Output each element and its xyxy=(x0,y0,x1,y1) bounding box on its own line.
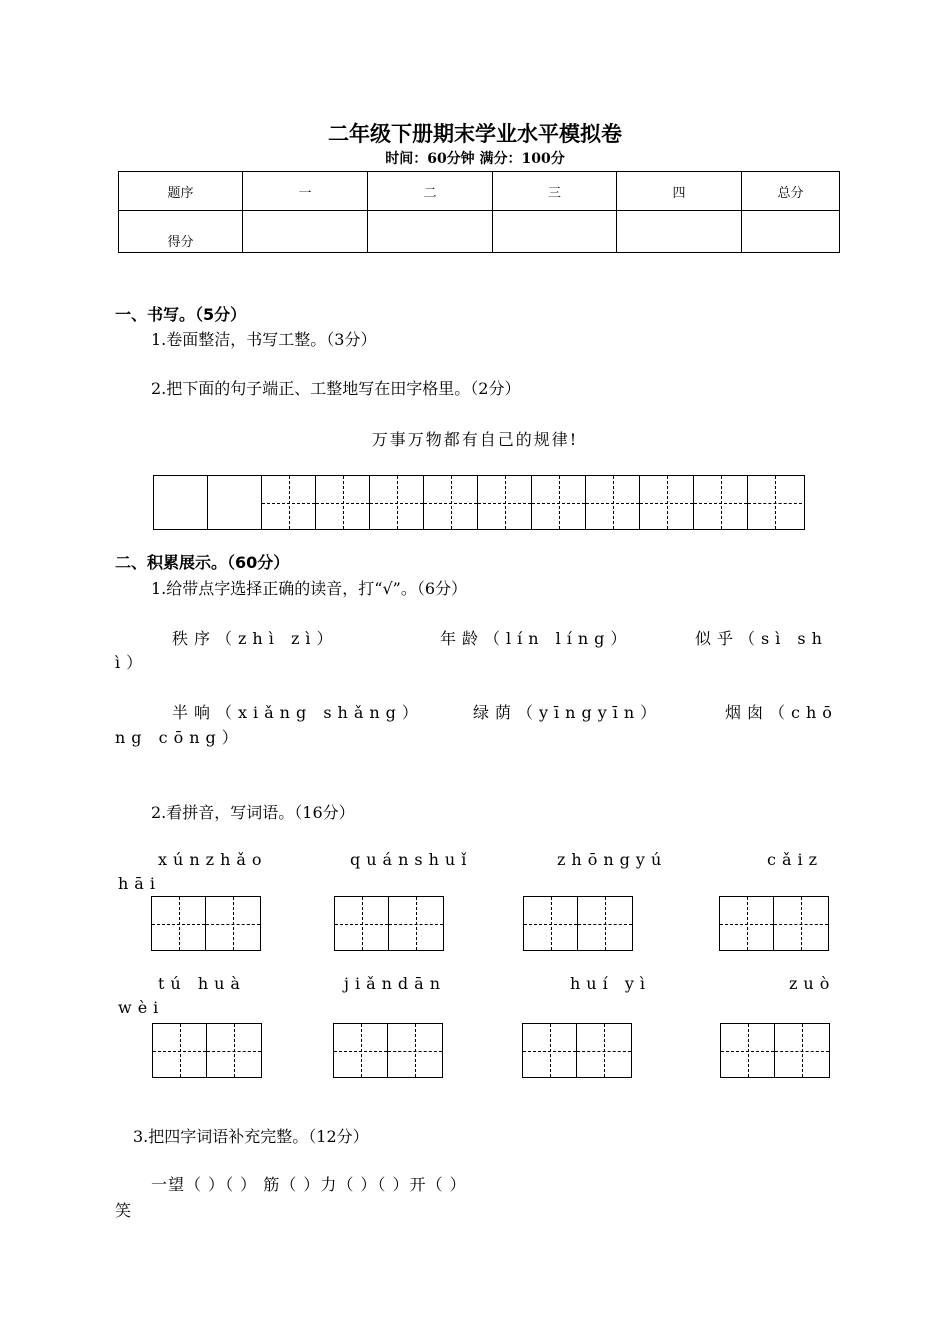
table-cell: 四 xyxy=(617,172,742,211)
score-table-score-row xyxy=(119,211,840,253)
question-text: 2.把下面的句子端正、工整地写在田字格里。（2分） xyxy=(151,379,521,398)
section-heading: 二、积累展示。（60分） xyxy=(115,553,290,572)
grid-cell[interactable] xyxy=(206,897,260,950)
pronunciation-item: 烟囱（chō xyxy=(725,703,838,722)
grid-cell[interactable] xyxy=(334,1024,388,1077)
grid-cell[interactable] xyxy=(153,1024,207,1077)
pronunciation-item: 绿荫（yīngyīn） xyxy=(473,703,663,722)
grid-cell[interactable] xyxy=(152,897,206,950)
score-input-cell[interactable] xyxy=(617,211,742,253)
grid-cell[interactable] xyxy=(478,476,532,529)
table-cell: 得分 xyxy=(119,211,243,253)
grid-cell[interactable] xyxy=(262,476,316,529)
score-input-cell[interactable] xyxy=(742,211,840,253)
table-cell: 总分 xyxy=(742,172,840,211)
grid-cell[interactable] xyxy=(774,897,828,950)
pinyin-label: jiǎndān xyxy=(344,974,447,993)
score-table xyxy=(118,171,840,253)
pronunciation-item: 似乎（sì sh xyxy=(695,629,828,648)
pinyin-label: cǎiz xyxy=(767,850,824,869)
idiom-fill-line[interactable]: 一望（ ）（ ） 筋（ ）力（ ）（ ）开（ ） xyxy=(151,1175,467,1194)
grid-cell[interactable] xyxy=(154,476,208,529)
copy-sentence: 万事万物都有自己的规律! xyxy=(371,430,579,449)
grid-cell[interactable] xyxy=(748,476,802,529)
word-grid[interactable] xyxy=(720,1023,830,1078)
pinyin-label: wèi xyxy=(118,998,165,1017)
score-input-cell[interactable] xyxy=(243,211,368,253)
grid-cell[interactable] xyxy=(640,476,694,529)
word-grid[interactable] xyxy=(333,1023,443,1078)
word-grid[interactable] xyxy=(151,896,261,951)
exam-info: 时间：60分钟 满分：100分 xyxy=(385,151,565,167)
score-input-cell[interactable] xyxy=(493,211,617,253)
grid-cell[interactable] xyxy=(335,897,389,950)
grid-cell[interactable] xyxy=(389,897,443,950)
pinyin-label: huí yì xyxy=(570,974,651,993)
pronunciation-item: 年龄（lín líng） xyxy=(440,629,633,648)
pinyin-label: quánshuǐ xyxy=(350,850,473,869)
grid-cell[interactable] xyxy=(208,476,262,529)
grid-cell[interactable] xyxy=(532,476,586,529)
grid-cell[interactable] xyxy=(694,476,748,529)
grid-cell[interactable] xyxy=(578,897,632,950)
grid-cell[interactable] xyxy=(720,897,774,950)
grid-cell[interactable] xyxy=(586,476,640,529)
pinyin-label: tú huà xyxy=(158,974,246,993)
pinyin-label: zuò xyxy=(789,974,836,993)
writing-grid[interactable] xyxy=(153,475,805,530)
word-grid[interactable] xyxy=(522,1023,632,1078)
question-text: 2.看拼音，写词语。（16分） xyxy=(151,803,355,822)
grid-cell[interactable] xyxy=(524,897,578,950)
section-heading: 一、书写。（5分） xyxy=(115,305,247,324)
word-grid[interactable] xyxy=(152,1023,262,1078)
question-text: 3.把四字词语补充完整。（12分） xyxy=(133,1127,369,1146)
pinyin-label: zhōngyú xyxy=(557,850,668,869)
question-text: 1.给带点字选择正确的读音，打“√”。（6分） xyxy=(151,579,468,598)
table-cell: 三 xyxy=(493,172,617,211)
pronunciation-item: 半响（xiǎng shǎng） xyxy=(172,703,424,722)
score-input-cell[interactable] xyxy=(368,211,493,253)
table-cell: 一 xyxy=(243,172,368,211)
grid-cell[interactable] xyxy=(424,476,478,529)
word-grid[interactable] xyxy=(334,896,444,951)
pronunciation-item: ì） xyxy=(115,653,149,672)
grid-cell[interactable] xyxy=(577,1024,631,1077)
pronunciation-item: ng cōng） xyxy=(115,728,244,747)
table-cell: 二 xyxy=(368,172,493,211)
grid-cell[interactable] xyxy=(370,476,424,529)
idiom-fill-wrap: 笑 xyxy=(115,1201,132,1220)
word-grid[interactable] xyxy=(523,896,633,951)
grid-cell[interactable] xyxy=(388,1024,442,1077)
page-title: 二年级下册期末学业水平模拟卷 xyxy=(328,122,622,146)
table-cell: 题序 xyxy=(119,172,243,211)
question-text: 1.卷面整洁，书写工整。（3分） xyxy=(151,330,377,349)
word-grid[interactable] xyxy=(719,896,829,951)
grid-cell[interactable] xyxy=(721,1024,775,1077)
grid-cell[interactable] xyxy=(316,476,370,529)
score-table-header-row xyxy=(119,172,840,211)
pronunciation-item: 秩序（zhì zì） xyxy=(172,629,339,648)
pinyin-label: xúnzhǎo xyxy=(158,850,268,869)
grid-cell[interactable] xyxy=(775,1024,829,1077)
grid-cell[interactable] xyxy=(523,1024,577,1077)
grid-cell[interactable] xyxy=(207,1024,261,1077)
pinyin-label: hāi xyxy=(118,874,161,893)
